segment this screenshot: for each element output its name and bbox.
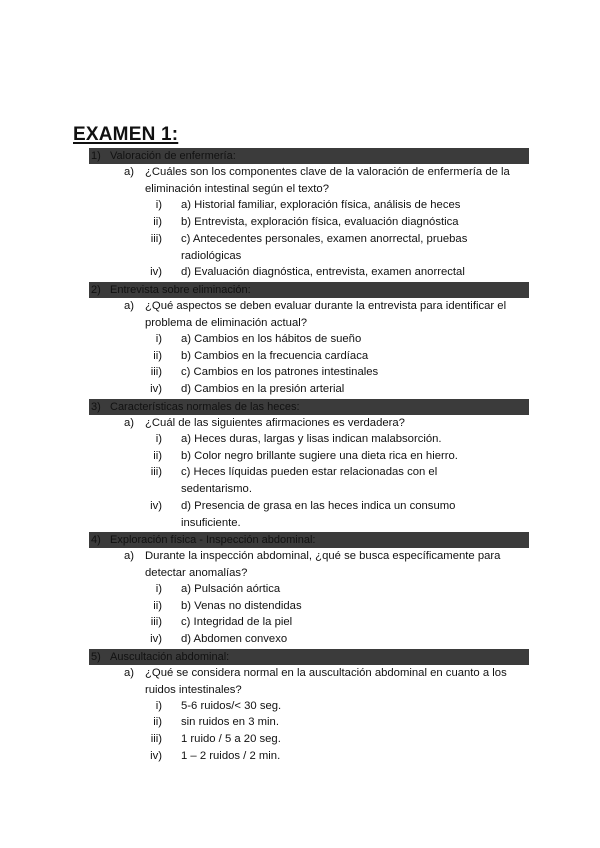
option-item bbox=[140, 581, 520, 598]
option-item bbox=[140, 714, 520, 731]
section-header bbox=[89, 148, 529, 164]
section-number: 3) bbox=[91, 401, 101, 413]
option-number: ii) bbox=[153, 716, 162, 728]
option-text: b) Venas no distendidas bbox=[181, 600, 302, 612]
option-text: c) Antecedentes personales, examen anorrectal, pruebas radiológicas bbox=[181, 233, 468, 262]
option-number: iii) bbox=[150, 616, 162, 628]
option-text: sin ruidos en 3 min. bbox=[181, 716, 279, 728]
option-text: c) Heces líquidas pueden estar relacionadas con el sedentarismo. bbox=[181, 466, 438, 495]
section-header bbox=[89, 282, 529, 298]
option-item bbox=[140, 614, 520, 631]
option-number: ii) bbox=[153, 450, 162, 462]
option-item bbox=[140, 464, 480, 497]
section-heading: Auscultación abdominal: bbox=[110, 651, 230, 663]
question-label: a) bbox=[124, 300, 135, 312]
option-text: d) Evaluación diagnóstica, entrevista, examen anorrectal bbox=[181, 266, 465, 278]
option-text: b) Color negro brillante sugiere una dieta rica en hierro. bbox=[181, 450, 458, 462]
section-number: 4) bbox=[91, 534, 101, 546]
option-number: iv) bbox=[150, 633, 162, 645]
option-item bbox=[140, 598, 520, 615]
option-item bbox=[140, 748, 520, 765]
option-text: d) Cambios en la presión arterial bbox=[181, 383, 345, 395]
option-text: a) Cambios en los hábitos de sueño bbox=[181, 333, 362, 345]
option-number: iv) bbox=[150, 750, 162, 762]
option-text: 5-6 ruidos/< 30 seg. bbox=[181, 700, 282, 712]
option-text: c) Integridad de la piel bbox=[181, 616, 293, 628]
option-item bbox=[140, 631, 520, 648]
option-item bbox=[140, 197, 520, 214]
section-number: 5) bbox=[91, 651, 101, 663]
option-item bbox=[140, 698, 520, 715]
option-item bbox=[140, 331, 520, 348]
question-text: ¿Cuál de las siguientes afirmaciones es verdadera? bbox=[145, 417, 405, 429]
question-label: a) bbox=[124, 417, 135, 429]
question-text: Durante la inspección abdominal, ¿qué se busca específicamente para detectar anomalías? bbox=[145, 550, 501, 579]
option-text: a) Heces duras, largas y lisas indican malabsorción. bbox=[181, 433, 442, 445]
option-item bbox=[140, 264, 520, 281]
option-number: ii) bbox=[153, 216, 162, 228]
section-heading: Entrevista sobre eliminación: bbox=[110, 284, 251, 296]
question bbox=[124, 298, 534, 331]
option-number: ii) bbox=[153, 600, 162, 612]
option-text: a) Pulsación aórtica bbox=[181, 583, 281, 595]
option-item bbox=[140, 731, 520, 748]
option-item bbox=[140, 431, 520, 448]
question-label: a) bbox=[124, 667, 135, 679]
option-text: b) Entrevista, exploración física, evaluación diagnóstica bbox=[181, 216, 459, 228]
section-heading: Características normales de las heces: bbox=[110, 401, 300, 413]
exam-title: EXAMEN 1: bbox=[73, 124, 179, 145]
section-number: 1) bbox=[91, 150, 101, 162]
section-header bbox=[89, 649, 529, 665]
option-text: d) Presencia de grasa en las heces indica un consumo insuficiente. bbox=[181, 500, 456, 529]
option-number: i) bbox=[155, 333, 162, 345]
question bbox=[124, 548, 534, 581]
section-number: 2) bbox=[91, 284, 101, 296]
question-text: ¿Cuáles son los componentes clave de la valoración de enfermería de la eliminación intestinal según el texto? bbox=[145, 166, 510, 195]
question-label: a) bbox=[124, 166, 135, 178]
option-number: iii) bbox=[150, 233, 162, 245]
option-text: 1 – 2 ruidos / 2 min. bbox=[181, 750, 281, 762]
option-text: d) Abdomen convexo bbox=[181, 633, 288, 645]
question-text: ¿Qué se considera normal en la auscultación abdominal en cuanto a los ruidos intestinales? bbox=[145, 667, 507, 696]
option-text: b) Cambios en la frecuencia cardíaca bbox=[181, 350, 369, 362]
option-number: iv) bbox=[150, 383, 162, 395]
option-number: iii) bbox=[150, 366, 162, 378]
option-item bbox=[140, 448, 520, 465]
option-item bbox=[140, 381, 520, 398]
question-label: a) bbox=[124, 550, 135, 562]
question-text: ¿Qué aspectos se deben evaluar durante la entrevista para identificar el problema de eliminación actual? bbox=[145, 300, 507, 329]
option-number: ii) bbox=[153, 350, 162, 362]
option-text: 1 ruido / 5 a 20 seg. bbox=[181, 733, 281, 745]
section-heading: Valoración de enfermería: bbox=[110, 150, 236, 162]
question bbox=[124, 164, 534, 197]
question bbox=[124, 665, 534, 698]
option-number: i) bbox=[155, 433, 162, 445]
option-number: i) bbox=[155, 700, 162, 712]
option-text: c) Cambios en los patrones intestinales bbox=[181, 366, 379, 378]
option-item bbox=[140, 364, 520, 381]
option-number: i) bbox=[155, 199, 162, 211]
option-item bbox=[140, 348, 520, 365]
option-item bbox=[140, 214, 520, 231]
option-number: i) bbox=[155, 583, 162, 595]
option-text: a) Historial familiar, exploración física, análisis de heces bbox=[181, 199, 461, 211]
option-number: iv) bbox=[150, 266, 162, 278]
option-item bbox=[140, 498, 495, 531]
section-header bbox=[89, 399, 529, 415]
option-number: iii) bbox=[150, 733, 162, 745]
section-heading: Exploración física - Inspección abdominal: bbox=[110, 534, 316, 546]
option-number: iii) bbox=[150, 466, 162, 478]
question bbox=[124, 415, 534, 432]
option-item bbox=[140, 231, 495, 264]
section-header bbox=[89, 532, 529, 548]
option-number: iv) bbox=[150, 500, 162, 512]
